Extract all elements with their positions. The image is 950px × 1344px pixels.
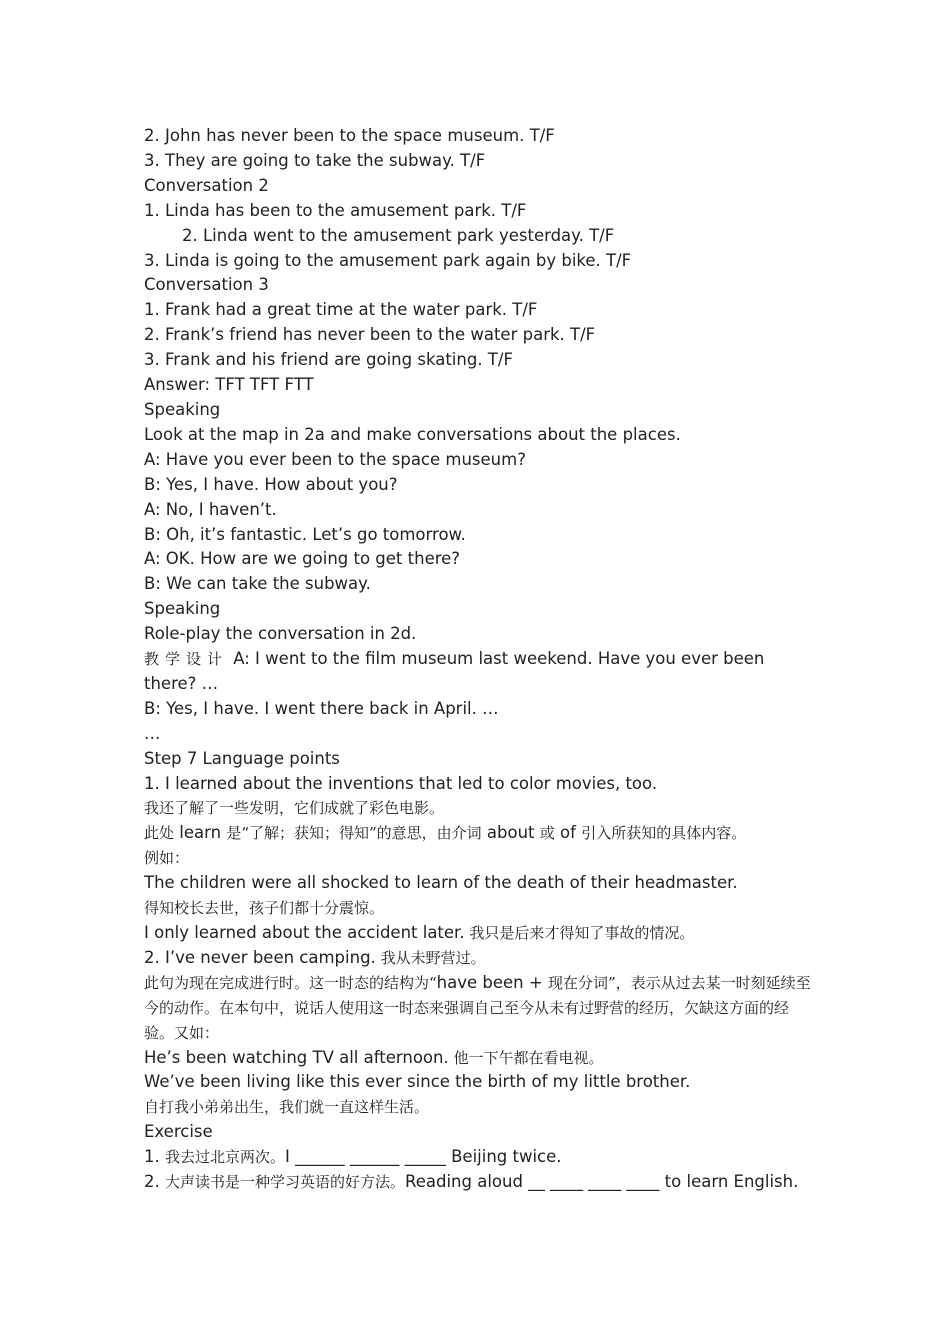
point2-example-2: We’ve been living like this ever since the birth of my little brother. <box>144 1072 691 1092</box>
note-keyword: have been + <box>436 972 548 992</box>
speaking-heading-2: Speaking <box>144 599 221 619</box>
teaching-design-label: 教学设计 <box>144 650 229 669</box>
point2-example-2-translation: 自打我小弟弟出生，我们就一直这样生活。 <box>144 1098 430 1117</box>
question-english: I ______ ______ _____ Beijing twice. <box>285 1147 562 1167</box>
note-text: 是“了解；获知；得知”的意思，由介词 <box>226 824 482 843</box>
document-body <box>144 124 816 1195</box>
question-english: Reading aloud __ ____ ____ ____ to learn English. <box>405 1172 799 1192</box>
point2-translation: 我从未野营过。 <box>375 948 486 967</box>
exercise-question-1 <box>144 1145 816 1170</box>
point1-sentence: 1. I learned about the inventions that led to color movies, too. <box>144 773 658 793</box>
note-keyword: of <box>554 823 582 843</box>
question-number: 1. <box>144 1147 165 1167</box>
conv3-heading: Conversation 3 <box>144 275 269 295</box>
example-text: I only learned about the accident later. <box>144 923 465 942</box>
conv2-heading: Conversation 2 <box>144 175 269 195</box>
point1-example-2 <box>144 921 816 946</box>
conv3-question-2: 2. Frank’s friend has never been to the water park. T/F <box>144 325 596 345</box>
speaking-instruction: Look at the map in 2a and make conversations about the places. <box>144 424 681 444</box>
example-translation: 我只是后来才得知了事故的情况。 <box>464 924 695 942</box>
note-text: 引入所获知的具体内容。 <box>581 824 747 843</box>
note-text: 此处 <box>144 824 175 843</box>
dialogue-line: B: Yes, I have. How about you? <box>144 474 398 494</box>
point2-example-1 <box>144 1046 816 1071</box>
note-text: 此句为现在完成进行时。这一时态的结构为“ <box>144 973 437 992</box>
question-number: 2. <box>144 1172 165 1192</box>
conv1-question-2: 2. John has never been to the space museum. T/F <box>144 126 555 145</box>
speaking-heading: Speaking <box>144 399 221 419</box>
conv3-question-3: 3. Frank and his friend are going skating. T/F <box>144 350 513 370</box>
note-keyword: about <box>481 823 540 843</box>
question-chinese: 我去过北京两次。 <box>165 1148 286 1167</box>
dialogue-line: B: Oh, it’s fantastic. Let’s go tomorrow. <box>144 524 466 544</box>
example-label: 例如： <box>144 849 190 868</box>
conv2-question-3: 3. Linda is going to the amusement park again by bike. T/F <box>144 250 632 270</box>
exercise-heading: Exercise <box>144 1122 213 1142</box>
example-text: He’s been watching TV all afternoon. <box>144 1047 449 1067</box>
dialogue-line: A: Have you ever been to the space museum? <box>144 449 526 469</box>
note-text: 或 <box>539 824 555 843</box>
answer-key: Answer: TFT TFT FTT <box>144 375 314 395</box>
point1-example-1: The children were all shocked to learn of the death of their headmaster. <box>144 873 738 893</box>
roleplay-line-a-text: A: I went to the film museum last weekend. Have you ever been there? … <box>144 649 765 693</box>
roleplay-line-a <box>144 647 816 697</box>
point2-note <box>144 971 816 1046</box>
conv2-question-1: 1. Linda has been to the amusement park. T/F <box>144 200 527 220</box>
point2-english: 2. I’ve never been camping. <box>144 947 376 967</box>
dialogue-line: A: No, I haven’t. <box>144 499 277 519</box>
question-chinese: 大声读书是一种学习英语的好方法。 <box>165 1173 406 1192</box>
conv2-question-2: 2. Linda went to the amusement park yesterday. T/F <box>182 225 615 245</box>
exercise-question-2 <box>144 1170 816 1195</box>
point1-note <box>144 821 816 846</box>
point1-example-1-translation: 得知校长去世，孩子们都十分震惊。 <box>144 899 385 918</box>
step7-heading: Step 7 Language points <box>144 748 340 768</box>
conv1-question-3: 3. They are going to take the subway. T/F <box>144 150 486 170</box>
dialogue-line: A: OK. How are we going to get there? <box>144 549 461 569</box>
note-keyword: learn <box>174 823 227 843</box>
roleplay-instruction: Role-play the conversation in 2d. <box>144 624 417 644</box>
conv3-question-1: 1. Frank had a great time at the water park. T/F <box>144 300 538 320</box>
roleplay-line-b: B: Yes, I have. I went there back in April. … <box>144 698 499 718</box>
example-translation: 他一下午都在看电视。 <box>448 1048 604 1067</box>
point1-translation: 我还了解了一些发明，它们成就了彩色电影。 <box>144 799 445 818</box>
roleplay-ellipsis: … <box>144 723 161 743</box>
dialogue-line: B: We can take the subway. <box>144 574 371 594</box>
point2-sentence <box>144 946 816 971</box>
note-text: 现在分词”，表示从过去某一时刻延续至今的动作。在本句中，说话人使用这一时态来强调自己至今从未有过野营的经历，欠缺这方面的经验。又如： <box>144 973 811 1042</box>
